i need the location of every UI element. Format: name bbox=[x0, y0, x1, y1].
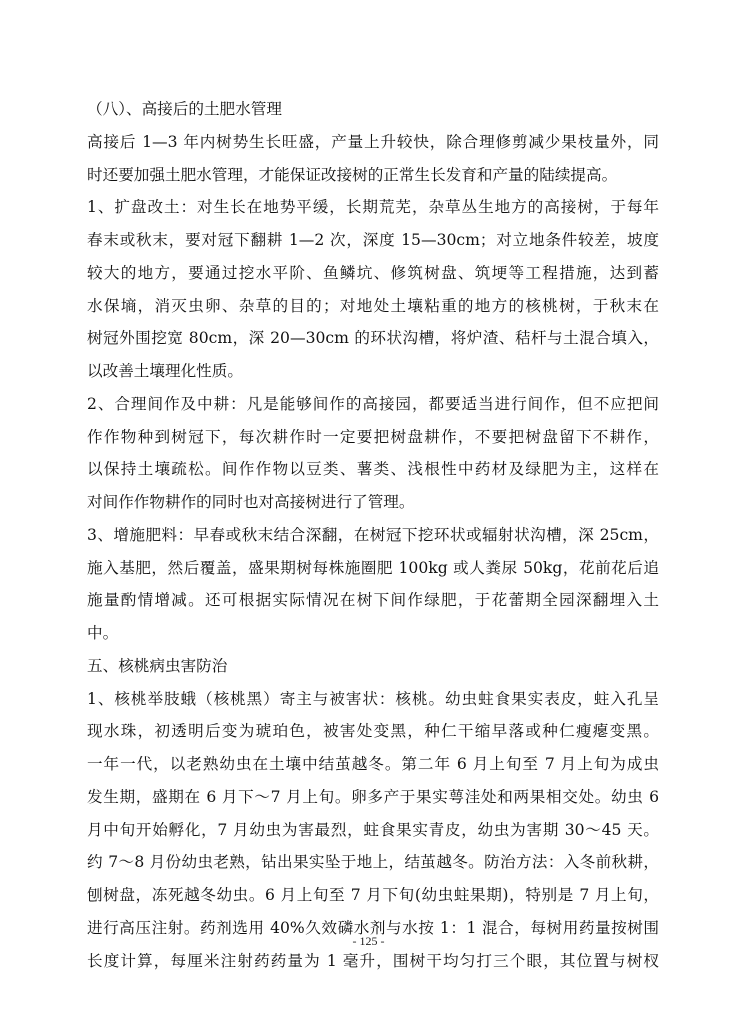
text-line: 一年一代，以老熟幼虫在土壤中结茧越冬。第二年 6 月上旬至 7 月上旬为成虫 bbox=[87, 755, 659, 773]
section-heading: 五、核桃病虫害防治 bbox=[87, 656, 228, 675]
text-line: 施量酌情增减。还可根据实际情况在树下间作绿肥，于花蕾期全园深翻埋入土 bbox=[87, 591, 659, 610]
text-line: 1、核桃举肢蛾（核桃黑）寄主与被害状：核桃。幼虫蛀食果实表皮，蛀入孔呈 bbox=[87, 689, 659, 708]
text-line: 进行高压注射。药剂选用 40%久效磷水剂与水按 1：1 混合，每树用药量按树围 bbox=[87, 918, 659, 937]
text-line: 作作物种到树冠下，每次耕作时一定要把树盘耕作，不要把树盘留下不耕作， bbox=[87, 427, 659, 446]
text-line: 高接后 1—3 年内树势生长旺盛，产量上升较快，除合理修剪减少果枝量外，同 bbox=[87, 132, 659, 151]
text-line: 较大的地方，要通过挖水平阶、鱼鳞坑、修筑树盘、筑埂等工程措施，达到蓄 bbox=[87, 263, 659, 282]
text-line: 水保墒，消灭虫卵、杂草的目的；对地处土壤粘重的地方的核桃树，于秋末在 bbox=[87, 296, 659, 315]
text-line: 刨树盘，冻死越冬幼虫。6 月上旬至 7 月下旬(幼虫蛀果期)，特别是 7 月上旬， bbox=[87, 886, 659, 904]
text-line: 2、合理间作及中耕：凡是能够间作的高接园，都要适当进行间作，但不应把间 bbox=[87, 394, 659, 413]
text-line: 月中旬开始孵化，7 月幼虫为害最烈，蛀食果实青皮，幼虫为害期 30～45 天。 bbox=[87, 820, 659, 839]
text-line: 以改善土壤理化性质。 bbox=[87, 362, 243, 380]
section-heading: （八）、高接后的土肥水管理 bbox=[87, 100, 282, 118]
text-line: 对间作作物耕作的同时也对高接树进行了管理。 bbox=[87, 493, 415, 511]
text-line: 树冠外围挖宽 80cm，深 20—30cm 的环状沟槽，将炉渣、秸杆与土混合填入， bbox=[87, 329, 659, 348]
text-line: 长度计算，每厘米注射药药量为 1 毫升，围树干均匀打三个眼，其位置与树杈 bbox=[87, 951, 659, 970]
text-line: 以保持土壤疏松。间作作物以豆类、薯类、浅根性中药材及绿肥为主，这样在 bbox=[87, 460, 659, 479]
text-line: 发生期，盛期在 6 月下～7 月上旬。卵多产于果实萼洼处和两果相交处。幼虫 6 bbox=[87, 787, 659, 806]
text-line: 1、扩盘改土：对生长在地势平缓，长期荒芜，杂草丛生地方的高接树，于每年 bbox=[87, 198, 659, 217]
text-line: 春末或秋末，要对冠下翻耕 1—2 次，深度 15—30cm；对立地条件较差，坡度 bbox=[87, 231, 659, 249]
page-number: - 125 - bbox=[352, 934, 385, 948]
text-line: 约 7～8 月份幼虫老熟，钻出果实坠于地上，结茧越冬。防治方法：入冬前秋耕， bbox=[87, 853, 659, 872]
text-line: 现水珠，初透明后变为琥珀色，被害处变黑，种仁干缩早落或种仁瘦瘪变黑。 bbox=[87, 722, 659, 741]
text-line: 3、增施肥料：早春或秋末结合深翻，在树冠下挖环状或辐射状沟槽，深 25cm， bbox=[87, 525, 659, 544]
text-line: 中。 bbox=[87, 624, 119, 642]
text-line: 时还要加强土肥水管理，才能保证改接树的正常生长发育和产量的陆续提高。 bbox=[87, 165, 618, 184]
document-body bbox=[87, 93, 659, 977]
text-line: 施入基肥，然后覆盖，盛果期树每株施圈肥 100kg 或人粪尿 50kg，花前花后追 bbox=[87, 558, 659, 577]
